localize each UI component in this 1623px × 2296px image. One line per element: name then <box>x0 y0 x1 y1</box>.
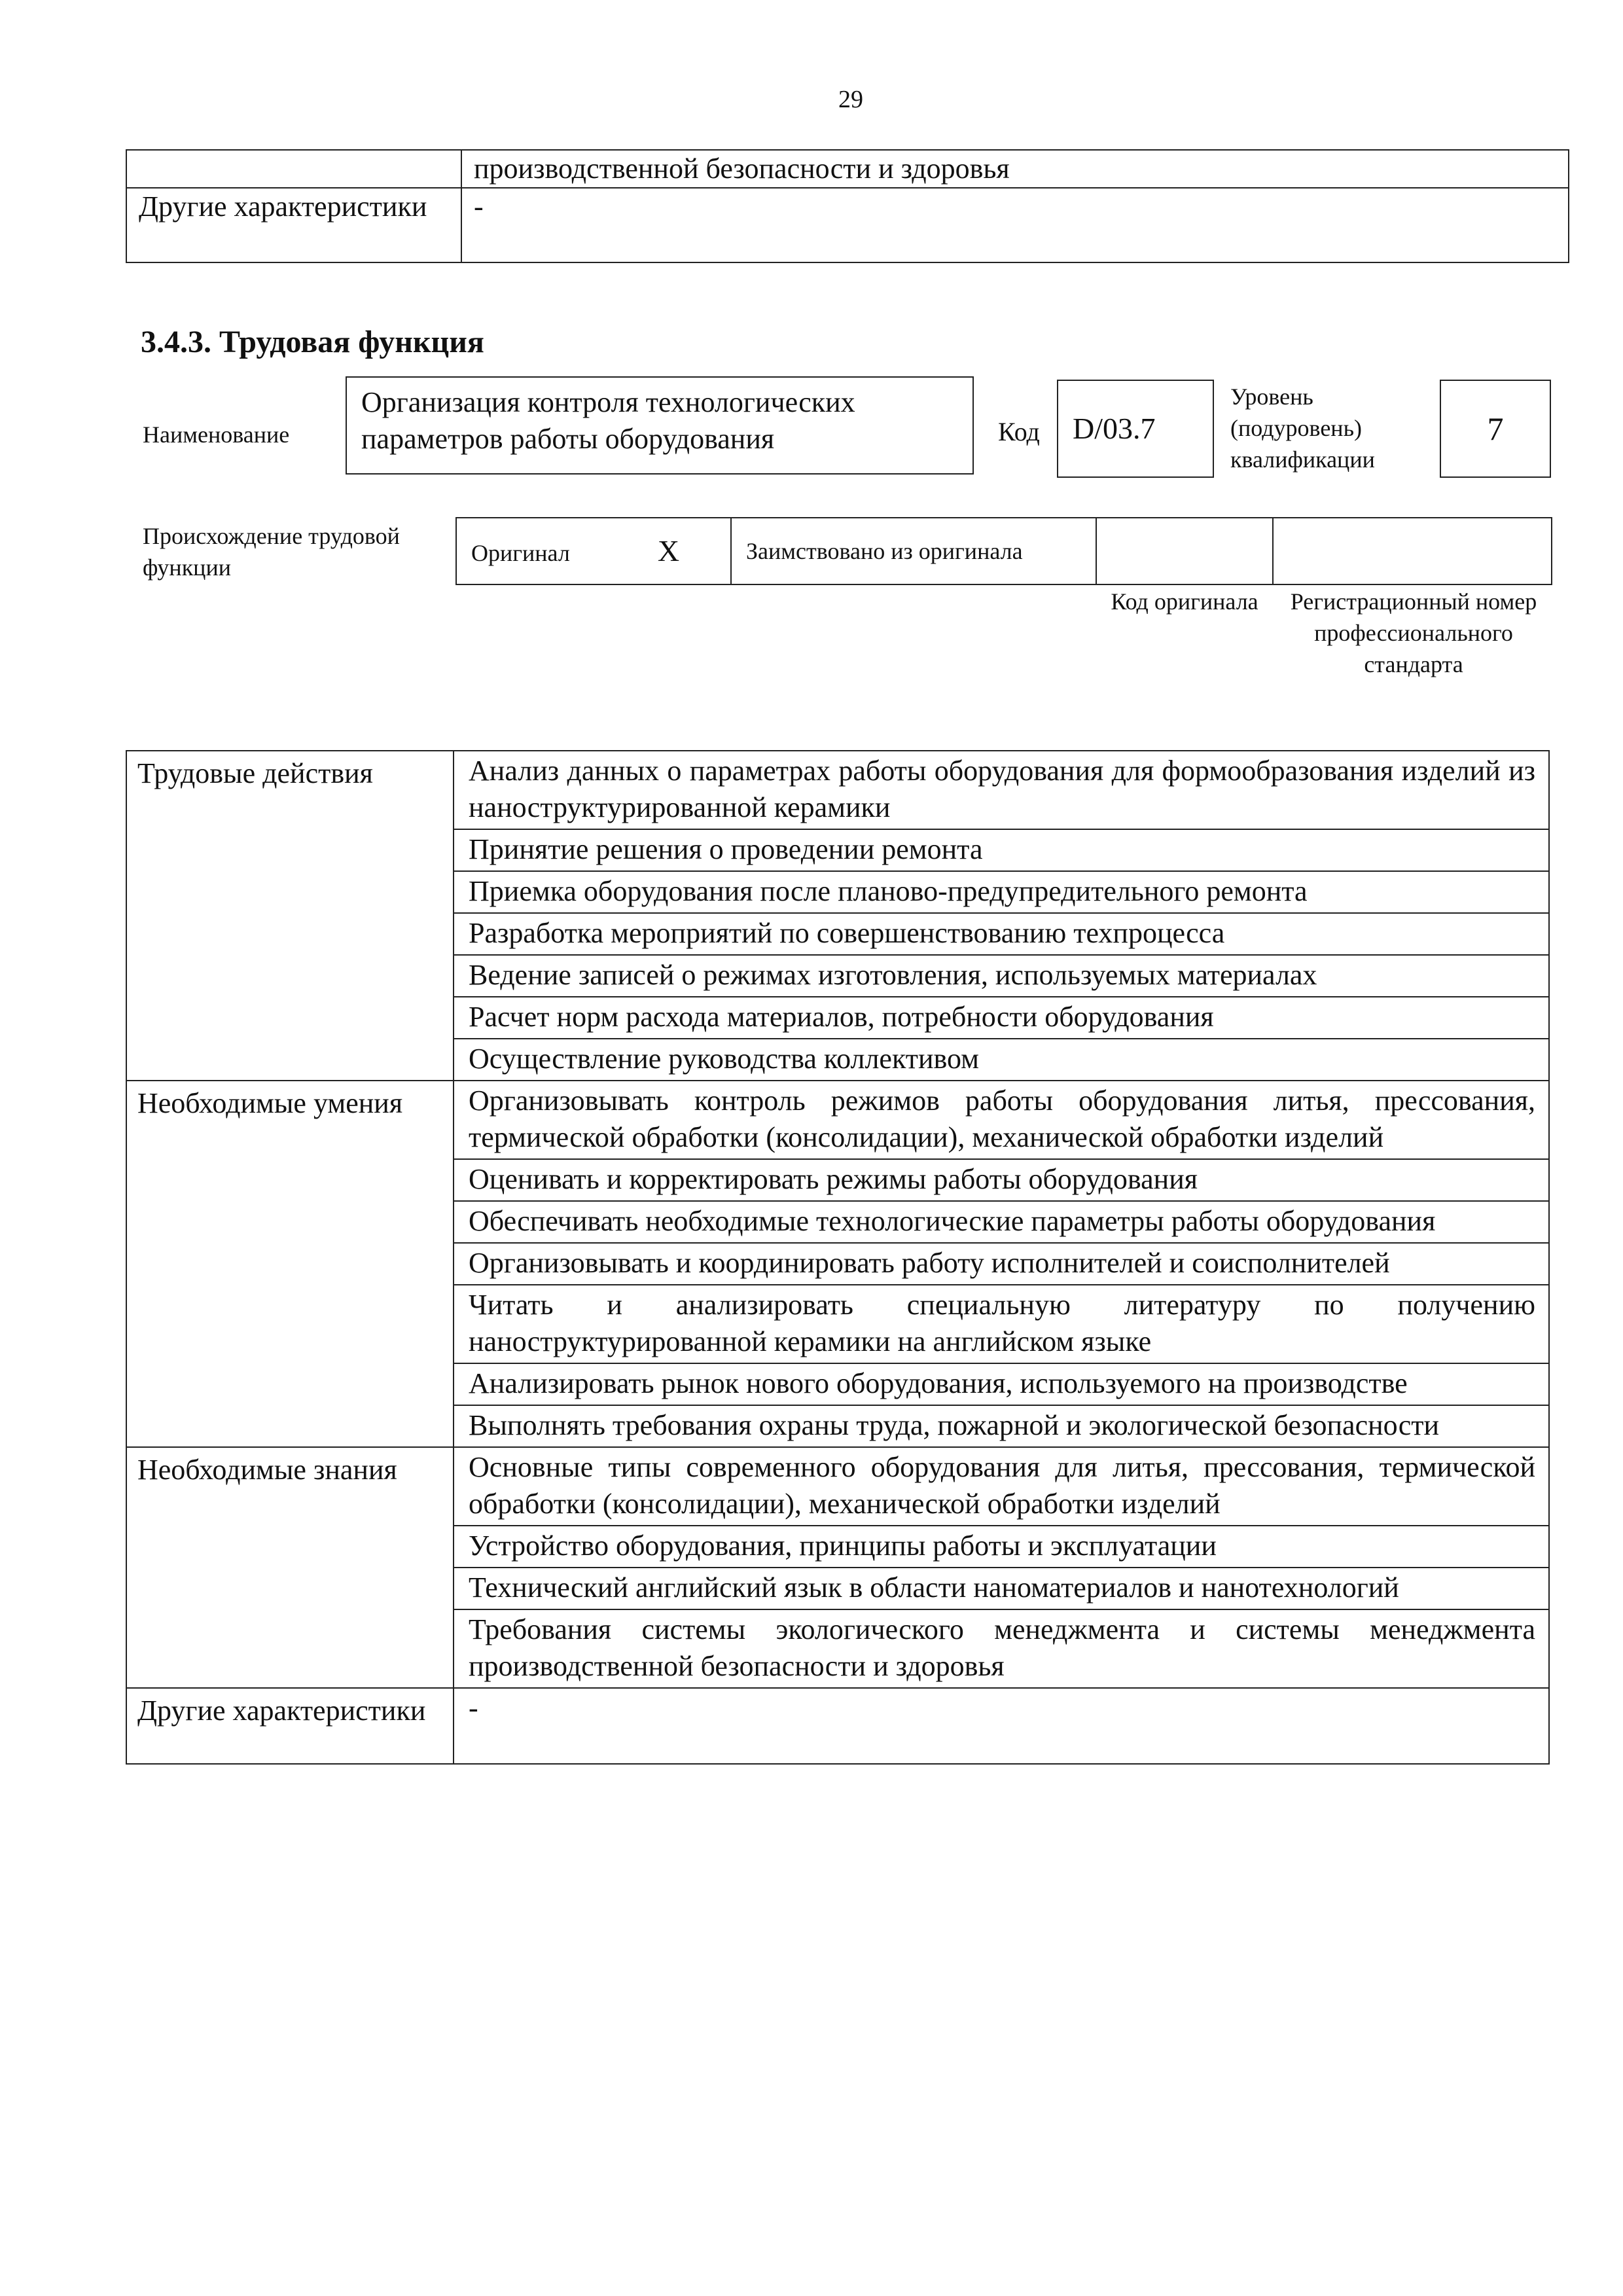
continuation-table <box>126 149 1569 263</box>
labor-actions-item: Разработка мероприятий по совершенствованию техпроцесса <box>454 913 1549 955</box>
page-number: 29 <box>838 86 863 113</box>
labor-actions-item: Осуществление руководства коллективом <box>454 1039 1549 1081</box>
origin-reg-caption: Регистрационный номер профессионального стандарта <box>1290 588 1537 677</box>
code-value-box: D/03.7 <box>1057 380 1214 478</box>
required-skills-item: Оценивать и корректировать режимы работы оборудования <box>454 1159 1549 1201</box>
origin-original-mark: X <box>657 534 680 567</box>
table-row <box>126 1688 1549 1764</box>
labor-actions-item: Анализ данных о параметрах работы оборудования для формообразования изделий из наноструктурированной керамики <box>454 751 1549 829</box>
origin-code-cell <box>1096 518 1273 584</box>
required-knowledge-label: Необходимые знания <box>126 1447 454 1688</box>
required-skills-item: Выполнять требования охраны труда, пожарной и экологической безопасности <box>454 1405 1549 1447</box>
table-row <box>126 1447 1549 1526</box>
required-skills-label: Необходимые умения <box>126 1081 454 1447</box>
level-value-box: 7 <box>1440 380 1551 478</box>
section-heading: 3.4.3. Трудовая функция <box>141 325 484 359</box>
continuation-knowledge-tail: производственной безопасности и здоровья <box>461 150 1569 188</box>
origin-original-cell <box>456 518 731 584</box>
function-name-box: Организация контроля технологических параметров работы оборудования <box>346 376 974 475</box>
continuation-other-value: - <box>461 188 1569 262</box>
labor-actions-item: Ведение записей о режимах изготовления, используемых материалах <box>454 955 1549 997</box>
required-knowledge-item: Устройство оборудования, принципы работы и эксплуатации <box>454 1526 1549 1568</box>
required-skills-item: Организовывать контроль режимов работы оборудования литья, прессования, термической обработки (консолидации), механической обработки изделий <box>454 1081 1549 1159</box>
required-skills-item: Организовывать и координировать работу исполнителей и соисполнителей <box>454 1243 1549 1285</box>
function-details-table <box>126 750 1550 1765</box>
other-characteristics-item: - <box>454 1688 1549 1764</box>
continuation-other-label: Другие характеристики <box>126 188 461 262</box>
table-row <box>126 1081 1549 1159</box>
labor-actions-label: Трудовые действия <box>126 751 454 1081</box>
required-knowledge-item: Основные типы современного оборудования для литья, прессования, термической обработки (консолидации), механической обработки изделий <box>454 1447 1549 1526</box>
origin-borrowed-label: Заимствовано из оригинала <box>731 518 1096 584</box>
continuation-empty-cell <box>126 150 461 188</box>
origin-label: Происхождение трудовой функции <box>143 523 400 581</box>
origin-table <box>455 517 1552 585</box>
level-label: Уровень (подуровень) квалификации <box>1230 384 1375 473</box>
code-label: Код <box>998 417 1040 446</box>
required-skills-item: Читать и анализировать специальную литературу по получению наноструктурированной керамики на английском языке <box>454 1285 1549 1363</box>
required-knowledge-item: Требования системы экологического менеджмента и системы менеджмента производственной безопасности и здоровья <box>454 1609 1549 1688</box>
labor-actions-item: Приемка оборудования после планово-предупредительного ремонта <box>454 871 1549 913</box>
labor-actions-item: Принятие решения о проведении ремонта <box>454 829 1549 871</box>
origin-reg-cell <box>1273 518 1552 584</box>
required-knowledge-item: Технический английский язык в области наноматериалов и нанотехнологий <box>454 1568 1549 1609</box>
origin-code-caption: Код оригинала <box>1111 588 1258 615</box>
labor-actions-item: Расчет норм расхода материалов, потребности оборудования <box>454 997 1549 1039</box>
required-skills-item: Анализировать рынок нового оборудования, используемого на производстве <box>454 1363 1549 1405</box>
table-row <box>126 751 1549 829</box>
required-skills-item: Обеспечивать необходимые технологические параметры работы оборудования <box>454 1201 1549 1243</box>
other-characteristics-label: Другие характеристики <box>126 1688 454 1764</box>
origin-original-label: Оригинал <box>471 540 570 566</box>
name-label: Наименование <box>143 422 290 448</box>
